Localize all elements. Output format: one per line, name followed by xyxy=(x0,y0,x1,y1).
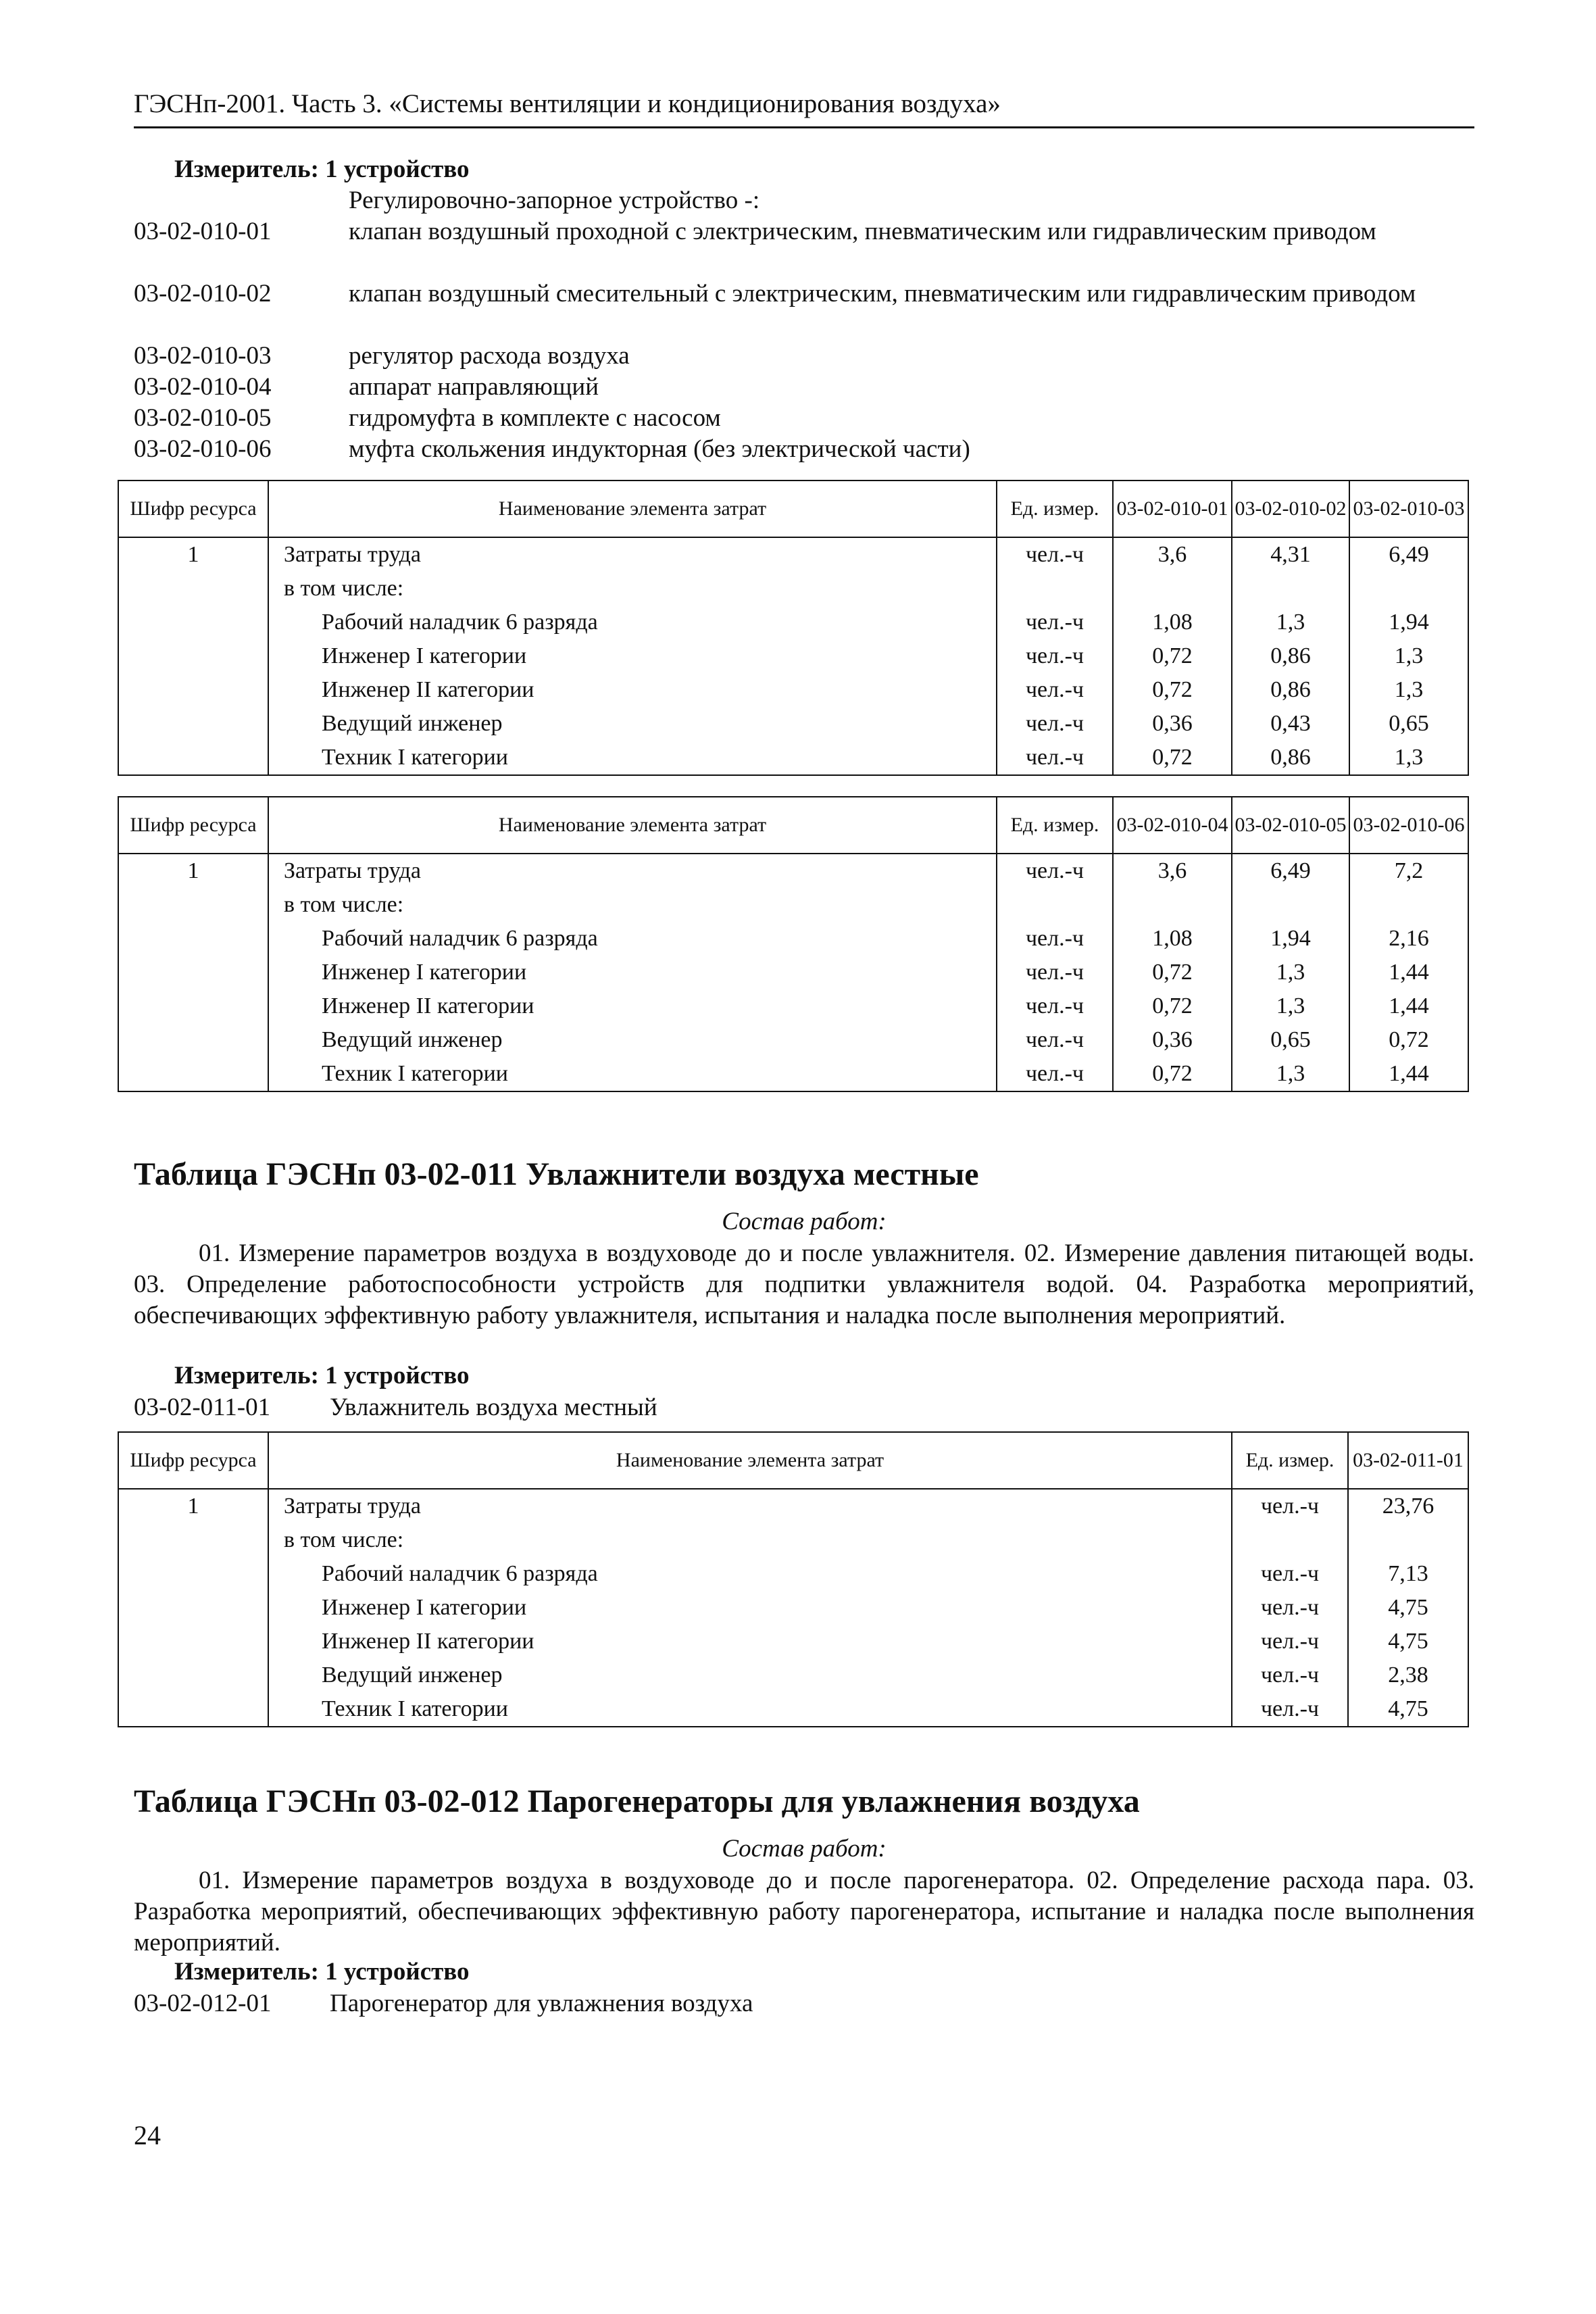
header-cost-element: Наименование элемента затрат xyxy=(268,481,997,537)
value-cell: 3,6 1,08 0,72 0,72 0,36 0,72 xyxy=(1113,854,1232,1091)
norm-table-1 xyxy=(118,480,1469,776)
cost-element-cell: Затраты труда в том числе: Рабочий наладчик 6 разряда Инженер I категории Инженер II категории Ведущий инженер Техник I категории xyxy=(268,854,997,1091)
header-unit: Ед. измер. xyxy=(1232,1432,1348,1489)
item-code: 03-02-010-05 xyxy=(134,404,272,432)
value-cell: 6,49 1,94 1,3 1,3 0,65 1,3 xyxy=(1349,537,1468,775)
header-resource-code: Шифр ресурса xyxy=(118,481,268,537)
item-code: 03-02-011-01 xyxy=(134,1394,271,1421)
value-cell: 4,31 1,3 0,86 0,86 0,43 0,86 xyxy=(1232,537,1349,775)
header-norm-code: 03-02-010-05 xyxy=(1232,797,1349,854)
work-composition-label: Состав работ: xyxy=(722,1208,887,1235)
header-resource-code: Шифр ресурса xyxy=(118,1432,268,1489)
item-description: регулятор расхода воздуха xyxy=(349,342,630,370)
table-row xyxy=(118,537,1468,775)
resource-code-cell: 1 xyxy=(118,854,268,1091)
header-norm-code: 03-02-011-01 xyxy=(1348,1432,1468,1489)
item-code: 03-02-012-01 xyxy=(134,1990,272,2017)
item-code: 03-02-010-06 xyxy=(134,435,272,463)
section1-intro: Регулировочно-запорное устройство -: xyxy=(349,187,760,214)
cost-element-cell: Затраты труда в том числе: Рабочий наладчик 6 разряда Инженер I категории Инженер II категории Ведущий инженер Техник I категории xyxy=(268,537,997,775)
header-norm-code: 03-02-010-06 xyxy=(1349,797,1468,854)
value-cell: 6,49 1,94 1,3 1,3 0,65 1,3 xyxy=(1232,854,1349,1091)
item-description: муфта скольжения индукторная (без электрической части) xyxy=(349,435,970,463)
cost-element-cell: Затраты труда в том числе: Рабочий наладчик 6 разряда Инженер I категории Инженер II категории Ведущий инженер Техник I категории xyxy=(268,1489,1232,1727)
item-code: 03-02-010-04 xyxy=(134,373,272,401)
header-norm-code: 03-02-010-01 xyxy=(1113,481,1232,537)
item-code: 03-02-010-01 xyxy=(134,218,272,245)
table-row xyxy=(118,854,1468,1091)
resource-code-cell: 1 xyxy=(118,537,268,775)
item-description: аппарат направляющий xyxy=(349,373,599,401)
table-row xyxy=(118,1489,1468,1727)
header-unit: Ед. измер. xyxy=(997,481,1113,537)
item-code: 03-02-010-02 xyxy=(134,280,272,307)
unit-cell: чел.-ч чел.-ч чел.-ч чел.-ч чел.-ч чел.-ч xyxy=(1232,1489,1348,1727)
item-description: клапан воздушный проходной с электрическим, пневматическим или гидравлическим приводом xyxy=(349,218,1376,245)
item-description: Увлажнитель воздуха местный xyxy=(330,1394,657,1421)
item-code: 03-02-010-03 xyxy=(134,342,272,370)
header-norm-code: 03-02-010-02 xyxy=(1232,481,1349,537)
header-norm-code: 03-02-010-03 xyxy=(1349,481,1468,537)
header-resource-code: Шифр ресурса xyxy=(118,797,268,854)
table-title-011: Таблица ГЭСНп 03-02-011 Увлажнители воздуха местные xyxy=(134,1156,979,1192)
value-cell: 3,6 1,08 0,72 0,72 0,36 0,72 xyxy=(1113,537,1232,775)
measure-unit-3: Измеритель: 1 устройство xyxy=(174,1958,470,1986)
item-description: Парогенератор для увлажнения воздуха xyxy=(330,1990,753,2017)
item-description: гидромуфта в комплекте с насосом xyxy=(349,404,721,432)
header-norm-code: 03-02-010-04 xyxy=(1113,797,1232,854)
measure-unit-2: Измеритель: 1 устройство xyxy=(174,1362,470,1389)
page-number: 24 xyxy=(134,2120,161,2150)
work-composition-text: 01. Измерение параметров воздуха в воздуховоде до и после увлажнителя. 02. Измерение давления питающей воды. 03. Определение работоспособности устройств для подпитки увлажнителя водой. 04. Разработка мероприятий, обеспечивающих эффективную работу увлажнителя, испытания и наладка после выполнения мероприятий. xyxy=(134,1239,1474,1329)
resource-code-cell: 1 xyxy=(118,1489,268,1727)
measure-unit-1: Измеритель: 1 устройство xyxy=(174,155,470,183)
unit-cell: чел.-ч чел.-ч чел.-ч чел.-ч чел.-ч чел.-ч xyxy=(997,854,1113,1091)
value-cell: 7,2 2,16 1,44 1,44 0,72 1,44 xyxy=(1349,854,1468,1091)
header-unit: Ед. измер. xyxy=(997,797,1113,854)
value-cell: 23,76 7,13 4,75 4,75 2,38 4,75 xyxy=(1348,1489,1468,1727)
work-composition-text: 01. Измерение параметров воздуха в воздуховоде до и после парогенератора. 02. Определение расхода пара. 03. Разработка мероприятий, обеспечивающих эффективную работу парогенератора, испытание и наладка после выполнения мероприятий. xyxy=(134,1867,1474,1956)
unit-cell: чел.-ч чел.-ч чел.-ч чел.-ч чел.-ч чел.-ч xyxy=(997,537,1113,775)
item-description: клапан воздушный смесительный с электрическим, пневматическим или гидравлическим приводом xyxy=(349,280,1416,307)
norm-table-2 xyxy=(118,796,1469,1092)
header-cost-element: Наименование элемента затрат xyxy=(268,797,997,854)
running-header: ГЭСНп-2001. Часть 3. «Системы вентиляции и кондиционирования воздуха» xyxy=(134,89,1474,128)
work-composition-label: Состав работ: xyxy=(722,1835,887,1863)
header-cost-element: Наименование элемента затрат xyxy=(268,1432,1232,1489)
norm-table-3 xyxy=(118,1431,1469,1727)
table-title-012: Таблица ГЭСНп 03-02-012 Парогенераторы для увлажнения воздуха xyxy=(134,1783,1140,1819)
